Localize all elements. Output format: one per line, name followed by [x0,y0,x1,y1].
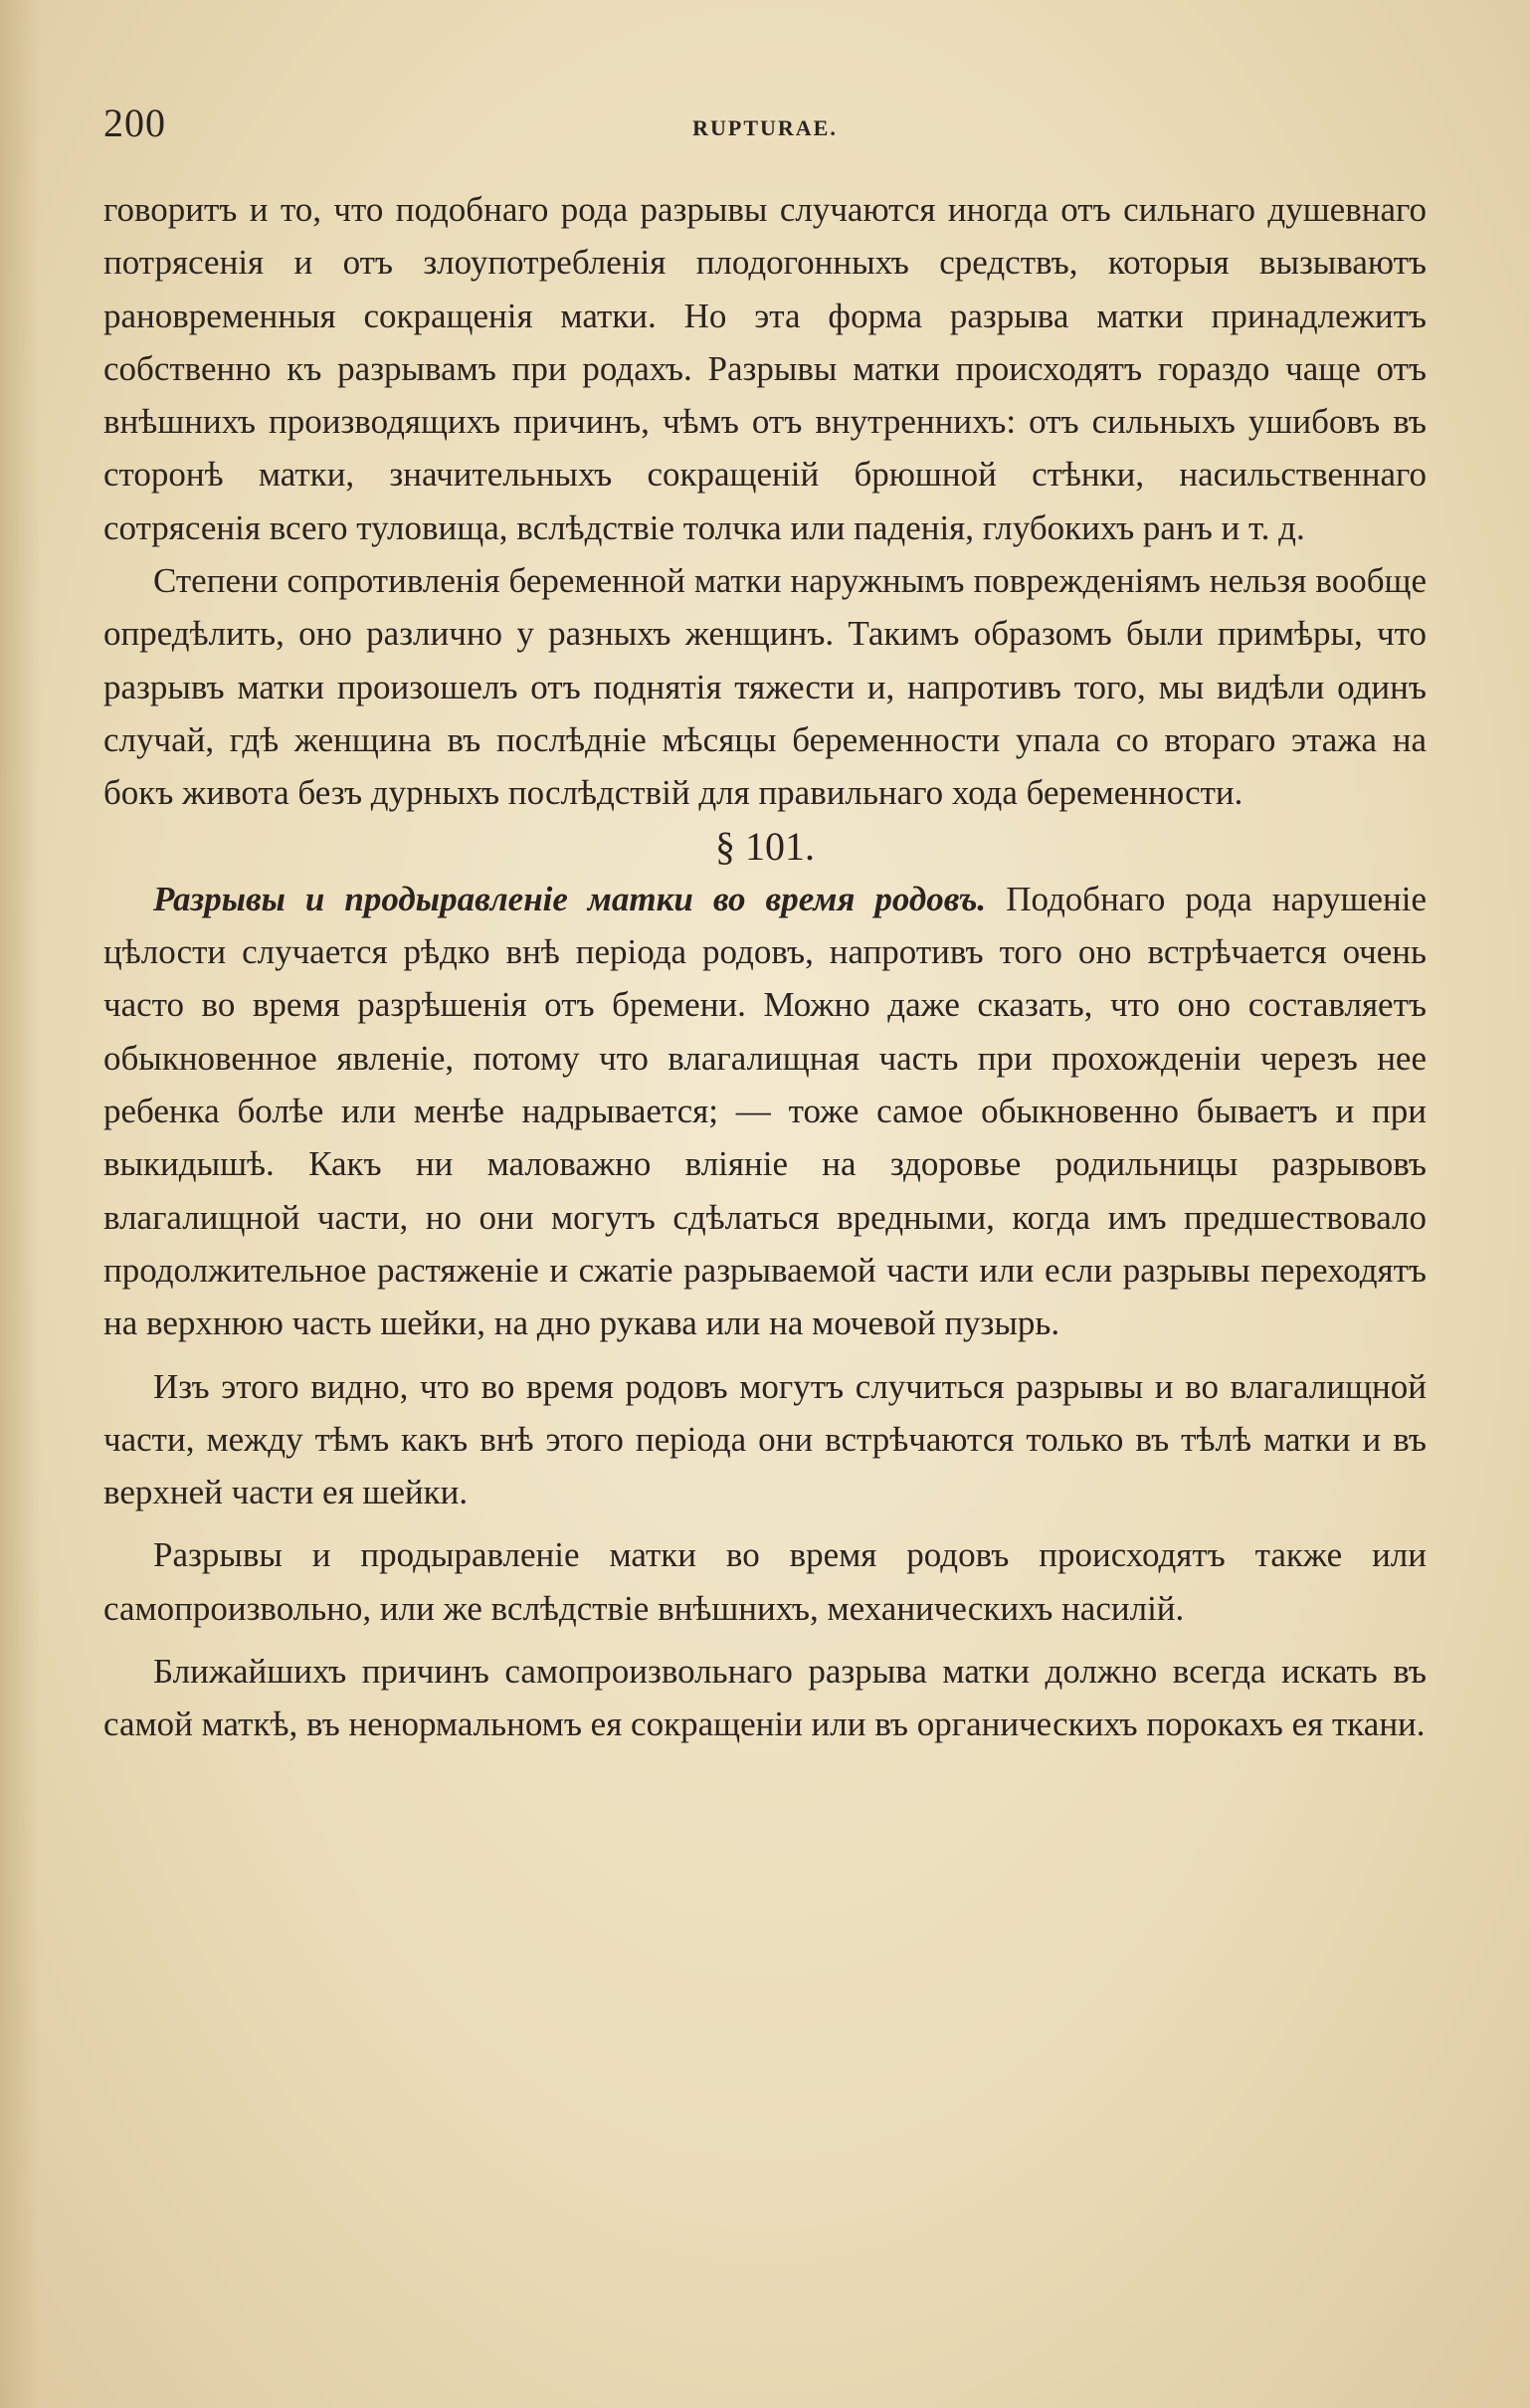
paragraph-3-lead: Разрывы и продыравленіе матки во время родовъ. [153,879,987,918]
paragraph-2: Степени сопротивленія беременной матки наружнымъ поврежденіямъ нельзя вообще опредѣлить, оно различно у разныхъ женщинъ. Такимъ образомъ были примѣры, что разрывъ матки произошелъ отъ поднятія тяжести и, напротивъ того, мы видѣли одинъ случай, гдѣ женщина въ послѣдніе мѣсяцы беременности упала со втораго этажа на бокъ живота безъ дурныхъ послѣдствій для правильнаго хода беременности. [103,561,1427,813]
paragraph-3 [103,873,1427,1350]
running-head [103,100,1427,159]
page-number: 200 [103,100,166,145]
paragraph-4: Изъ этого видно, что во время родовъ могутъ случиться разрывы и во влагалищной части, между тѣмъ какъ внѣ этого періода они встрѣчаются только въ тѣлѣ матки и въ верхней части ея шейки. [103,1366,1427,1512]
running-title: RUPTURAE. [692,115,838,140]
paragraph-1: говоритъ и то, что подобнаго рода разрывы случаются иногда отъ сильнаго душевнаго потрясенія и отъ злоупотребленія плодогонныхъ средствъ, которыя вызываютъ рановременныя сокращенія матки. Но эта форма разрыва матки принадлежитъ собственно къ разрывамъ при родахъ. Разрывы матки происходятъ гораздо чаще отъ внѣшнихъ производящихъ причинъ, чѣмъ отъ внутреннихъ: отъ сильныхъ ушибовъ въ сторонѣ матки, значительныхъ сокращеній брюшной стѣнки, насильственнаго сотрясенія всего туловища, вслѣдствіе толчка или паденія, глубокихъ ранъ и т. д. [103,190,1427,547]
section-heading: § 101. [715,823,815,869]
paragraph-5: Разрывы и продыравленіе матки во время родовъ происходятъ также или самопроизвольно, или же вслѣдствіе внѣшнихъ, механическихъ насилій. [103,1535,1427,1628]
paragraph-6: Ближайшихъ причинъ самопроизвольнаго разрыва матки должно всегда искать въ самой маткѣ, въ ненормальномъ ея сокращеніи или въ органическихъ порокахъ ея ткани. [103,1652,1427,1744]
paragraph-3-rest: Подобнаго рода нарушеніе цѣлости случается рѣдко внѣ періода родовъ, напротивъ того оно встрѣчается очень часто во время разрѣшенія отъ бремени. Можно даже сказать, что оно составляетъ обыкновенное явленіе, потому что влагалищная часть при прохожденіи черезъ нее ребенка болѣе или менѣе надрывается; — тоже самое обыкновенно бываетъ и при выкидышѣ. Какъ ни маловажно вліяніе на здоровье родильницы разрывовъ влагалищной части, но они могутъ сдѣлаться вредными, когда имъ предшествовало продолжительное растяженіе и сжатіе разрываемой части или если разрывы переходятъ на верхнюю часть шейки, на дно рукава или на мочевой пузырь. [103,879,1427,1343]
body-text [103,183,1427,1751]
